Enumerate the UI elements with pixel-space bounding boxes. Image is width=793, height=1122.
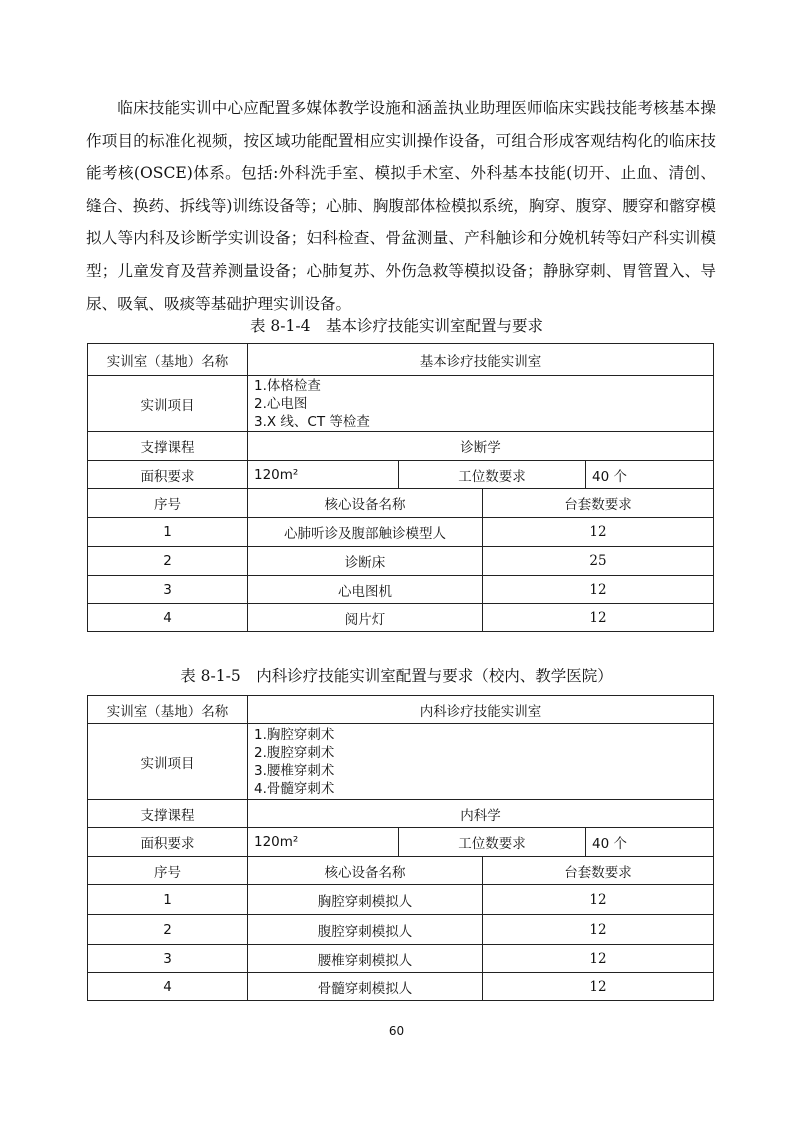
- stations-value: 40 个: [586, 828, 714, 857]
- seq: 4: [88, 973, 248, 1001]
- room-name: 基本诊疗技能实训室: [248, 344, 714, 376]
- equip-name: 阅片灯: [248, 604, 483, 632]
- label-area: 面积要求: [88, 461, 248, 489]
- table-caption: 表 8-1-5 内科诊疗技能实训室配置与要求（校内、教学医院）: [180, 667, 613, 685]
- item: 2.腹腔穿刺术: [254, 744, 335, 761]
- page-number: 60: [388, 1024, 405, 1038]
- seq: 3: [88, 576, 248, 604]
- item: 1.体格检查: [254, 377, 321, 394]
- item: 4.骨髓穿刺术: [254, 780, 335, 797]
- seq: 2: [88, 547, 248, 576]
- table-row: [88, 945, 714, 973]
- course: 内科学: [248, 800, 714, 828]
- stations-value: 40 个: [586, 461, 714, 489]
- item: 3.腰椎穿刺术: [254, 762, 335, 779]
- area-value: 120m²: [248, 461, 399, 489]
- config-table-internal: [87, 695, 714, 1001]
- label-area: 面积要求: [88, 828, 248, 857]
- table-row: [88, 885, 714, 915]
- label-stations: 工位数要求: [399, 461, 586, 489]
- seq: 2: [88, 915, 248, 945]
- item: 2.心电图: [254, 395, 308, 412]
- item: 1.胸腔穿刺术: [254, 726, 335, 743]
- count: 12: [483, 576, 714, 604]
- count: 12: [483, 604, 714, 632]
- training-items: [248, 724, 714, 800]
- course: 诊断学: [248, 432, 714, 461]
- item: 3.X 线、CT 等检查: [254, 413, 370, 430]
- header-count: 台套数要求: [483, 489, 714, 518]
- training-items: [248, 376, 714, 432]
- label-course: 支撑课程: [88, 432, 248, 461]
- count: 12: [483, 945, 714, 973]
- area-value: 120m²: [248, 828, 399, 857]
- table-caption: 表 8-1-4 基本诊疗技能实训室配置与要求: [250, 317, 543, 335]
- table-row: [88, 915, 714, 945]
- equip-name: 胸腔穿刺模拟人: [248, 885, 483, 915]
- body-paragraph: [86, 92, 716, 320]
- table-row: [88, 547, 714, 576]
- table-row: [88, 604, 714, 632]
- equip-name: 心电图机: [248, 576, 483, 604]
- label-items: 实训项目: [88, 724, 248, 800]
- equip-name: 腹腔穿刺模拟人: [248, 915, 483, 945]
- header-seq: 序号: [88, 489, 248, 518]
- table-row: [88, 973, 714, 1001]
- config-table-basic: [87, 343, 714, 632]
- count: 12: [483, 915, 714, 945]
- table-row: [88, 576, 714, 604]
- count: 12: [483, 518, 714, 547]
- header-equip: 核心设备名称: [248, 489, 483, 518]
- seq: 1: [88, 885, 248, 915]
- seq: 3: [88, 945, 248, 973]
- label-room: 实训室（基地）名称: [88, 344, 248, 376]
- equip-name: 诊断床: [248, 547, 483, 576]
- table-row: [88, 518, 714, 547]
- paragraph-text: 临床技能实训中心应配置多媒体教学设施和涵盖执业助理医师临床实践技能考核基本操作项目的标准化视频，按区域功能配置相应实训操作设备，可组合形成客观结构化的临床技能考核(OSCE)体系。包括:外科洗手室、模拟手术室、外科基本技能(切开、止血、清创、缝合、换药、拆线等)训练设备等；心肺、胸腹部体检模拟系统，胸穿、腹穿、腰穿和髂穿模拟人等内科及诊断学实训设备；妇科检查、骨盆测量、产科触诊和分娩机转等妇产科实训模型；儿童发育及营养测量设备；心肺复苏、外伤急救等模拟设备；静脉穿刺、胃管置入、导尿、吸氧、吸痰等基础护理实训设备。: [86, 99, 716, 313]
- count: 25: [483, 547, 714, 576]
- equip-name: 腰椎穿刺模拟人: [248, 945, 483, 973]
- label-course: 支撑课程: [88, 800, 248, 828]
- seq: 1: [88, 518, 248, 547]
- room-name: 内科诊疗技能实训室: [248, 696, 714, 724]
- equip-name: 心肺听诊及腹部触诊模型人: [248, 518, 483, 547]
- label-stations: 工位数要求: [399, 828, 586, 857]
- label-room: 实训室（基地）名称: [88, 696, 248, 724]
- header-equip: 核心设备名称: [248, 857, 483, 885]
- count: 12: [483, 885, 714, 915]
- equip-name: 骨髓穿刺模拟人: [248, 973, 483, 1001]
- count: 12: [483, 973, 714, 1001]
- label-items: 实训项目: [88, 376, 248, 432]
- header-count: 台套数要求: [483, 857, 714, 885]
- seq: 4: [88, 604, 248, 632]
- header-seq: 序号: [88, 857, 248, 885]
